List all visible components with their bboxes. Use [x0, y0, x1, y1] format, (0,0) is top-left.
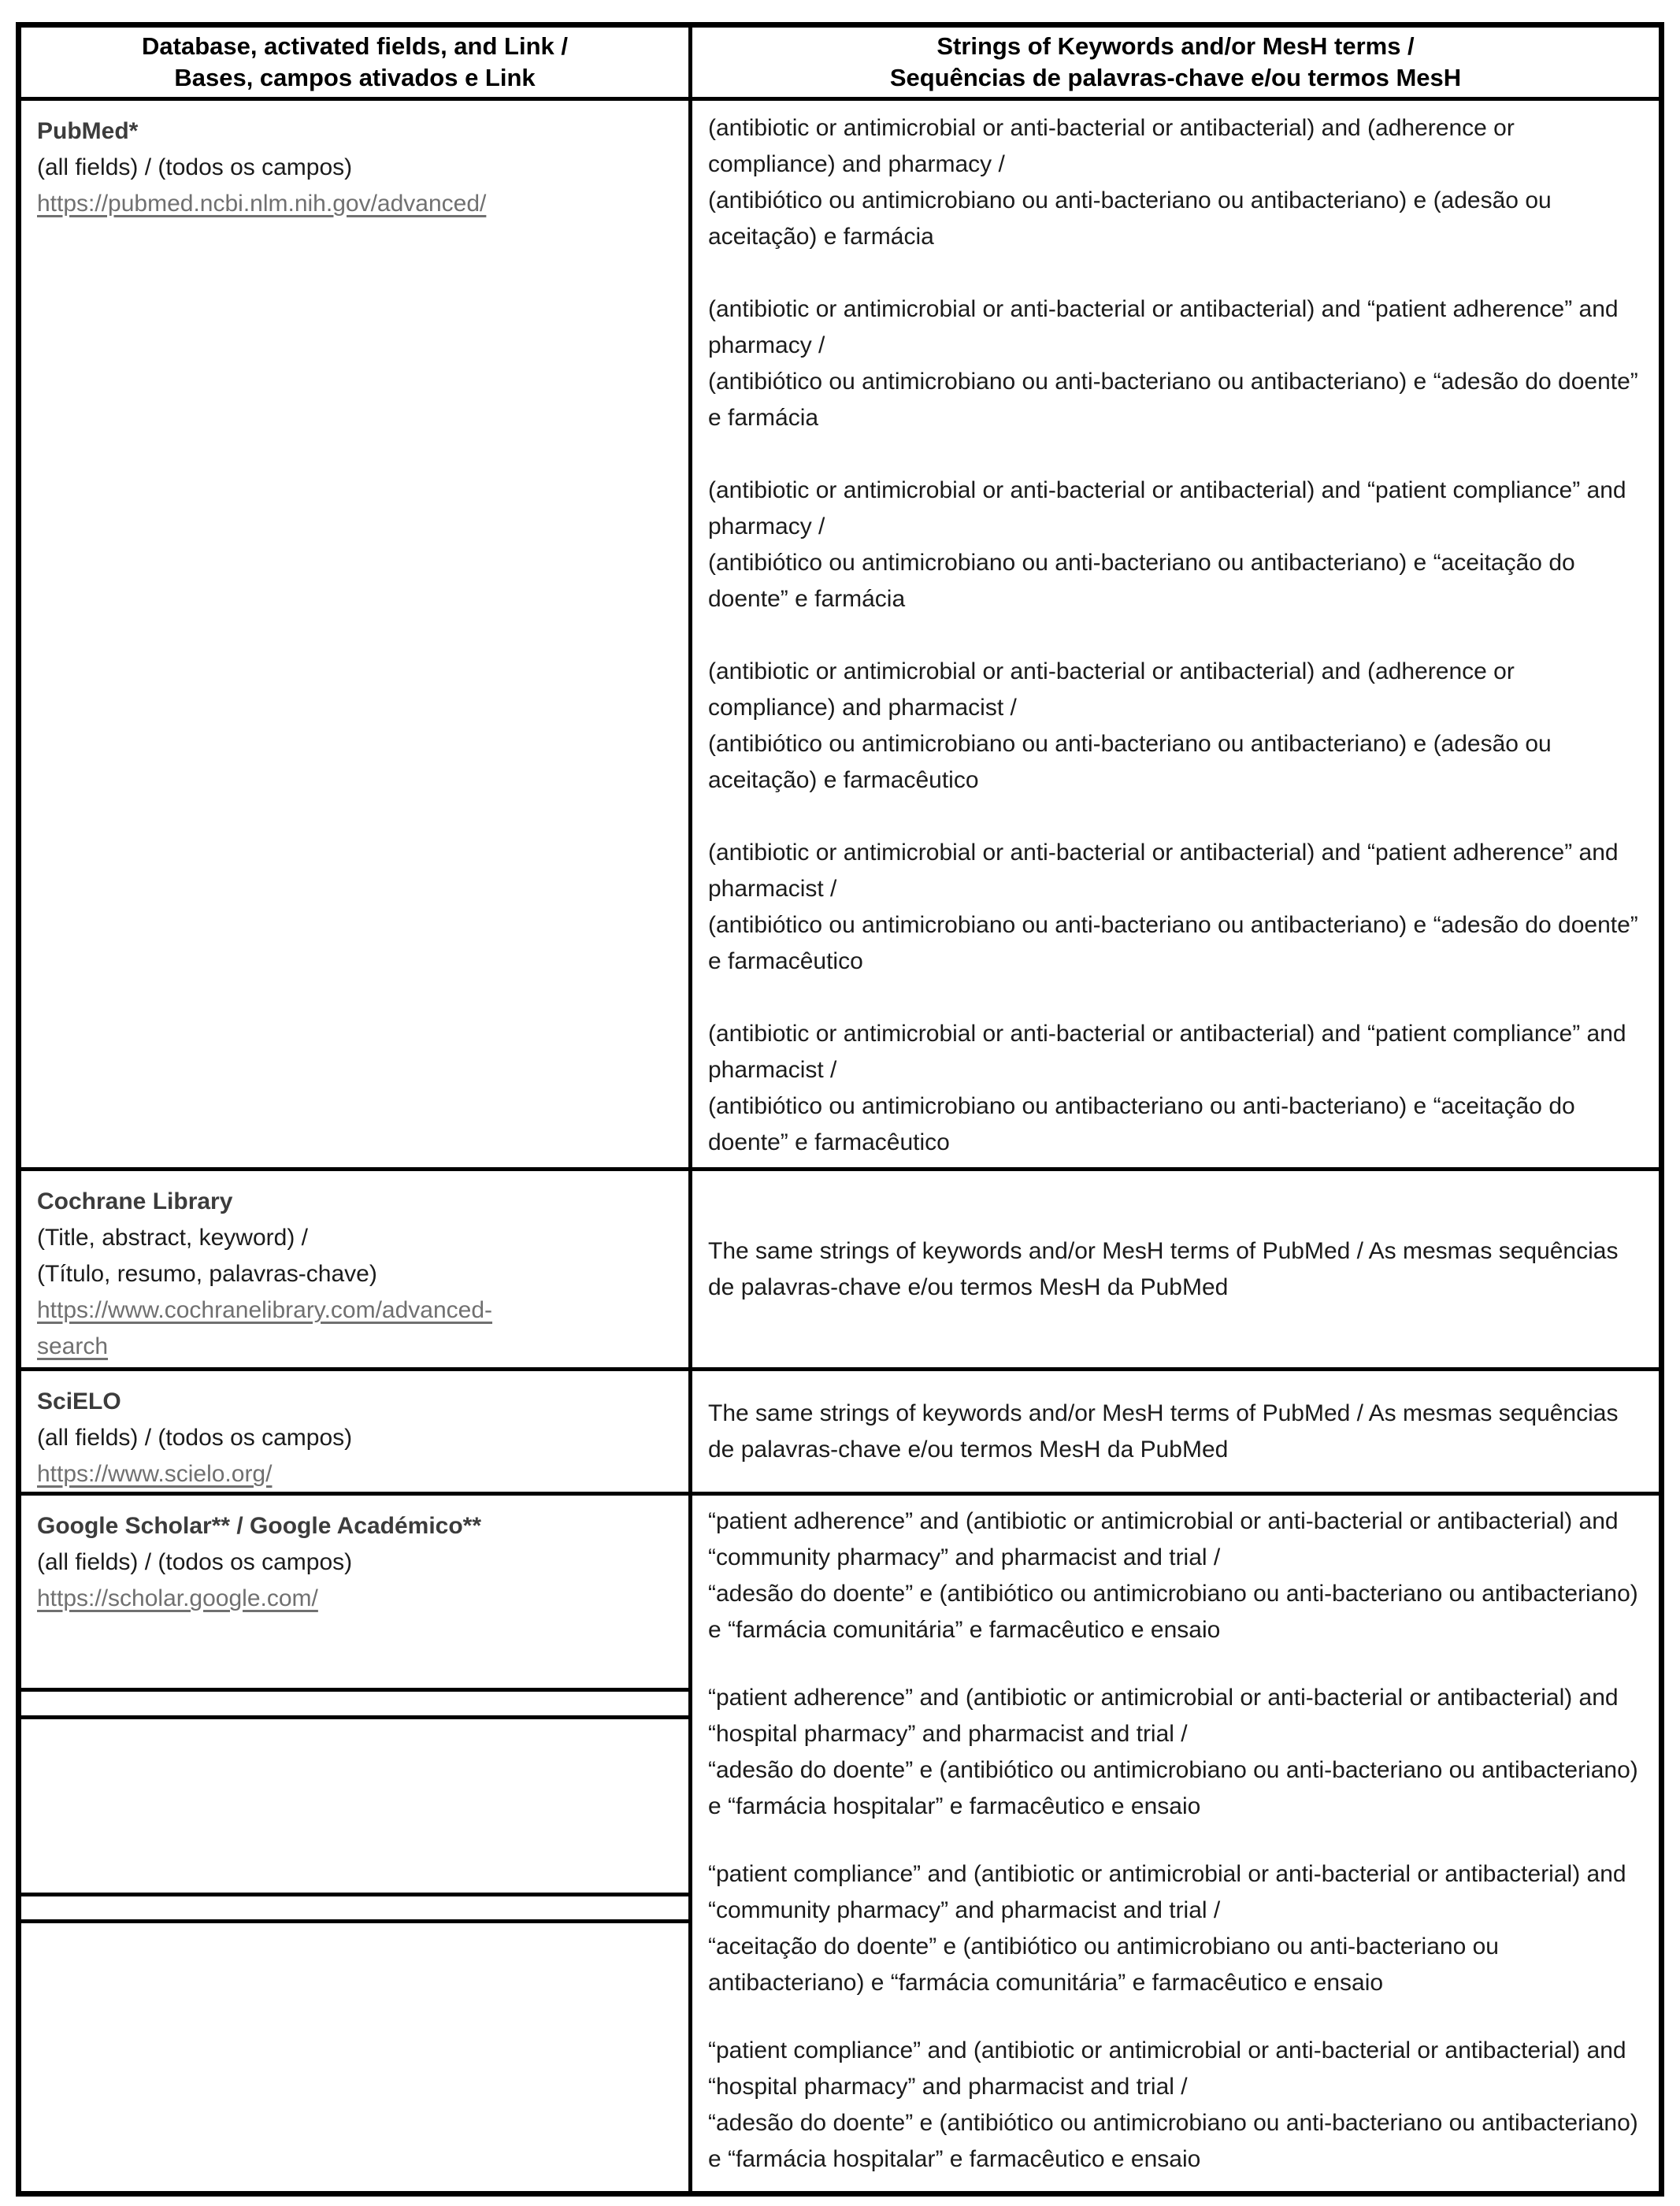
- google-strings-cell: [692, 1496, 1659, 2191]
- search-string: [708, 1856, 1646, 2001]
- search-string: [708, 1503, 1646, 1648]
- scielo-same-strings-note: The same strings of keywords and/or MesH terms of PubMed / As mesmas sequências de palavras-chave e/ou termos MesH da PubMed: [708, 1400, 1619, 1463]
- search-strategy-table: [16, 22, 1664, 2197]
- search-string: [708, 110, 1646, 255]
- search-string-pt: “aceitação do doente” e (antibiótico ou antimicrobiano ou anti-bacteriano ou antibacteriano) e “farmácia comunitária” e farmacêutico e ensaio: [708, 1933, 1499, 1996]
- search-string-en: “patient compliance” and (antibiotic or antimicrobial or anti-bacterial or antibacterial) and “community pharmacy” and pharmacist and trial /: [708, 1861, 1626, 1923]
- search-string-en: “patient adherence” and (antibiotic or antimicrobial or anti-bacterial or antibacterial) and “community pharmacy” and pharmacist and trial /: [708, 1508, 1619, 1570]
- search-string-en: (antibiotic or antimicrobial or anti-bacterial or antibacterial) and “patient compliance” and pharmacy /: [708, 477, 1626, 539]
- search-string-pt: “adesão do doente” e (antibiótico ou antimicrobiano ou anti-bacteriano ou antibacteriano) e “farmácia comunitária” e farmacêutico e ensaio: [708, 1581, 1638, 1643]
- scielo-database-cell: [21, 1371, 692, 1492]
- cochrane-fields-line-pt: (Título, resumo, palavras-chave): [37, 1261, 377, 1287]
- search-string: [708, 654, 1646, 799]
- google-database-cell: [21, 1496, 688, 1688]
- scielo-database-name: SciELO: [37, 1388, 121, 1414]
- search-string-pt: (antibiótico ou antimicrobiano ou antibacteriano ou anti-bacteriano) e “aceitação do doente” e farmacêutico: [708, 1093, 1575, 1155]
- search-string: [708, 1016, 1646, 1161]
- search-string: [708, 2033, 1646, 2178]
- scielo-fields: (all fields) / (todos os campos): [37, 1425, 353, 1451]
- google-link[interactable]: https://scholar.google.com/: [37, 1585, 318, 1611]
- google-empty-subcell: [21, 1715, 688, 1893]
- search-string-en: (antibiotic or antimicrobial or anti-bacterial or antibacterial) and (adherence or compliance) and pharmacy /: [708, 115, 1515, 177]
- search-string-en: (antibiotic or antimicrobial or anti-bacterial or antibacterial) and “patient compliance” and pharmacist /: [708, 1021, 1626, 1083]
- search-string-pt: “adesão do doente” e (antibiótico ou antimicrobiano ou anti-bacteriano ou antibacteriano) e “farmácia hospitalar” e farmacêutico e ensaio: [708, 2110, 1638, 2172]
- cochrane-same-strings-note: The same strings of keywords and/or MesH terms of PubMed / As mesmas sequências de palavras-chave e/ou termos MesH da PubMed: [708, 1237, 1619, 1300]
- cochrane-database-cell: [21, 1171, 692, 1367]
- search-string-pt: (antibiótico ou antimicrobiano ou anti-bacteriano ou antibacteriano) e “adesão do doente” e farmácia: [708, 369, 1638, 431]
- row-cochrane: [21, 1167, 1659, 1367]
- header-strings-line-pt: Sequências de palavras-chave e/ou termos MesH: [889, 64, 1462, 91]
- google-empty-subcell: [21, 1919, 688, 2191]
- google-empty-subcell: [21, 1688, 688, 1715]
- scielo-link[interactable]: https://www.scielo.org/: [37, 1461, 273, 1487]
- search-string-pt: (antibiótico ou antimicrobiano ou anti-bacteriano ou antibacteriano) e (adesão ou aceitação) e farmácia: [708, 187, 1552, 250]
- cochrane-strings-cell: [692, 1171, 1659, 1367]
- search-string: [708, 835, 1646, 980]
- google-fields: (all fields) / (todos os campos): [37, 1549, 353, 1575]
- pubmed-database-name: PubMed*: [37, 118, 139, 144]
- header-col-strings: [692, 28, 1659, 97]
- google-empty-subcell: [21, 1893, 688, 1919]
- pubmed-link[interactable]: https://pubmed.ncbi.nlm.nih.gov/advanced/: [37, 191, 487, 217]
- search-string-en: “patient adherence” and (antibiotic or antimicrobial or anti-bacterial or antibacterial) and “hospital pharmacy” and pharmacist and trial /: [708, 1685, 1619, 1747]
- search-string: [708, 473, 1646, 617]
- cochrane-database-name: Cochrane Library: [37, 1188, 233, 1214]
- search-string-en: (antibiotic or antimicrobial or anti-bacterial or antibacterial) and “patient adherence” and pharmacy /: [708, 296, 1619, 358]
- cochrane-link[interactable]: https://www.cochranelibrary.com/advanced-search: [37, 1297, 493, 1359]
- search-string: [708, 291, 1646, 436]
- search-string-pt: (antibiótico ou antimicrobiano ou anti-bacteriano ou antibacteriano) e “aceitação do doente” e farmácia: [708, 550, 1575, 612]
- row-scielo: [21, 1367, 1659, 1492]
- row-google-scholar: [21, 1492, 1659, 2191]
- search-string-en: (antibiotic or antimicrobial or anti-bacterial or antibacterial) and (adherence or compliance) and pharmacist /: [708, 658, 1515, 721]
- scielo-strings-cell: [692, 1371, 1659, 1492]
- header-database-line-pt: Bases, campos ativados e Link: [174, 64, 536, 91]
- pubmed-strings-cell: [692, 101, 1659, 1167]
- search-string-en: (antibiotic or antimicrobial or anti-bacterial or antibacterial) and “patient adherence” and pharmacist /: [708, 840, 1619, 902]
- pubmed-database-cell: [21, 101, 692, 1167]
- row-pubmed: [21, 97, 1659, 1167]
- header-database-line-en: Database, activated fields, and Link /: [142, 32, 568, 60]
- google-left-column: [21, 1496, 692, 2191]
- table-header-row: [21, 28, 1659, 97]
- search-string-pt: (antibiótico ou antimicrobiano ou anti-bacteriano ou antibacteriano) e (adesão ou aceitação) e farmacêutico: [708, 731, 1552, 793]
- header-col-database: [21, 28, 692, 97]
- cochrane-fields-line-en: (Title, abstract, keyword) /: [37, 1225, 308, 1251]
- search-string-pt: “adesão do doente” e (antibiótico ou antimicrobiano ou anti-bacteriano ou antibacteriano) e “farmácia hospitalar” e farmacêutico e ensaio: [708, 1757, 1638, 1819]
- pubmed-fields: (all fields) / (todos os campos): [37, 154, 353, 180]
- search-string-en: “patient compliance” and (antibiotic or antimicrobial or anti-bacterial or antibacterial) and “hospital pharmacy” and pharmacist and trial /: [708, 2037, 1626, 2100]
- search-string-pt: (antibiótico ou antimicrobiano ou anti-bacteriano ou antibacteriano) e “adesão do doente” e farmacêutico: [708, 912, 1638, 974]
- header-strings-line-en: Strings of Keywords and/or MesH terms /: [936, 32, 1415, 60]
- search-string: [708, 1680, 1646, 1825]
- google-database-name: Google Scholar** / Google Académico**: [37, 1513, 482, 1539]
